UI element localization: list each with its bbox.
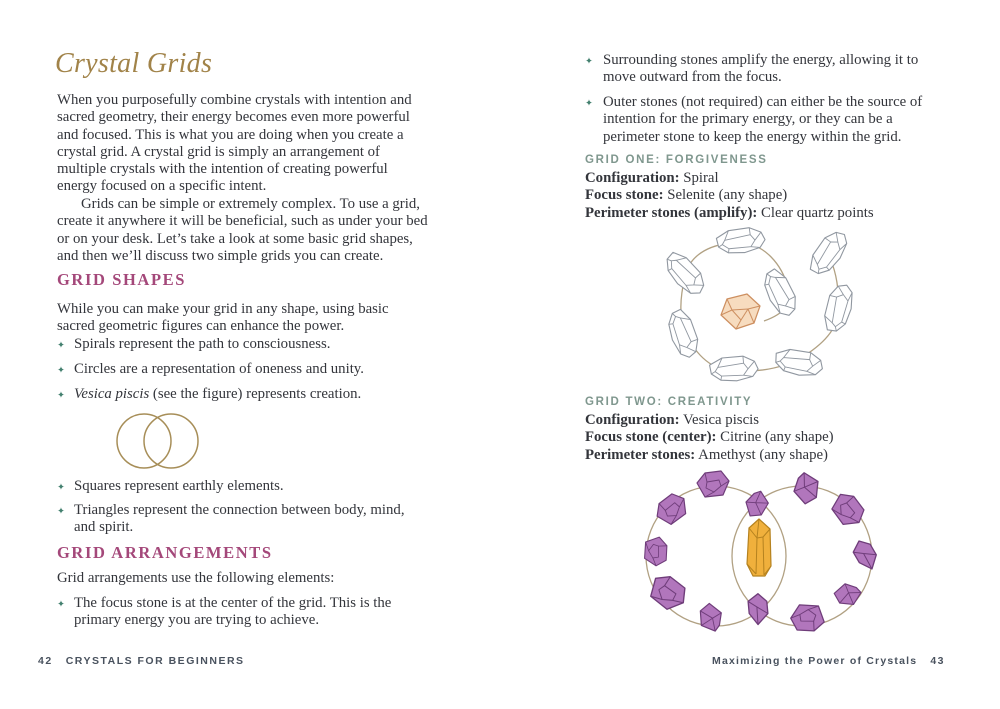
intro-paragraph-1: When you purposefully combine crystals with intention and sacred geometry, their energy becomes even more powerful and focused. This is what you are doing when you create a crystal grid. A crystal grid is simply an arrangement of multiple crystals with the intention of creating powerful energy focused on a specific intent.: [57, 92, 412, 195]
list-item-text: Squares represent earthly elements.: [74, 478, 284, 494]
spec-line: Configuration: Vesica piscis: [585, 412, 760, 428]
list-item-text: Triangles represent the connection between body, mind, and spirit.: [74, 502, 405, 536]
amethyst-stone: [828, 488, 868, 531]
spec-line: Perimeter stones: Amethyst (any shape): [585, 446, 828, 463]
page-number: 42: [38, 655, 53, 667]
star-bullet-icon: ✦: [57, 482, 65, 493]
list-item: [57, 361, 429, 379]
quartz-crystal: [709, 355, 759, 383]
spec-line: Focus stone (center): Citrine (any shape): [585, 429, 834, 446]
quartz-crystal: [822, 282, 857, 334]
star-bullet-icon: ✦: [57, 340, 65, 351]
list-item-text: Spirals represent the path to consciousness.: [74, 336, 331, 352]
right-page-footer: [585, 655, 945, 667]
amethyst-stone: [644, 569, 691, 616]
grid-shapes-intro: While you can make your grid in any shape, using basic sacred geometric figures can enhance the power.: [57, 301, 389, 335]
grid-shapes-heading: GRID SHAPES: [57, 270, 186, 289]
grid-one-heading: GRID ONE: FORGIVENESS: [585, 154, 768, 166]
star-bullet-icon: ✦: [585, 56, 593, 67]
amethyst-stone: [697, 471, 729, 497]
left-page-footer: [38, 655, 245, 667]
page-title: Crystal Grids: [55, 48, 213, 79]
quartz-crystal: [773, 347, 824, 378]
star-bullet-icon: ✦: [57, 390, 65, 401]
grid-two-heading: GRID TWO: CREATIVITY: [585, 396, 753, 408]
chapter-title-footer: Maximizing the Power of Crystals: [712, 655, 918, 667]
grid-one-specs: [585, 170, 874, 222]
list-item: [585, 94, 943, 146]
intro-paragraph-2: Grids can be simple or extremely complex. To use a grid, create it anywhere it will be beneficial, such as under your bed or on your desk. Let’s take a look at some basic grid shapes, and then we’ll discuss two simple grids you can create.: [57, 196, 428, 264]
vesica-piscis-figure: [114, 411, 204, 471]
star-bullet-icon: ✦: [585, 98, 593, 109]
star-bullet-icon: ✦: [57, 599, 65, 610]
quartz-crystal: [664, 307, 703, 360]
list-item-text: Outer stones (not required) can either be the source of intention for the primary energy, or they can be a perimeter stone to keep the energy within the grid.: [603, 94, 923, 145]
list-item-text: Vesica piscis (see the figure) represents creation.: [74, 386, 362, 402]
quartz-crystal: [758, 266, 801, 320]
list-item: [57, 386, 429, 404]
amethyst-stone: [748, 594, 768, 625]
star-bullet-icon: ✦: [57, 506, 65, 517]
list-item: [585, 52, 943, 87]
spec-line: Focus stone: Selenite (any shape): [585, 187, 788, 204]
spec-line: Configuration: Spiral: [585, 170, 719, 186]
grid-two-specs: [585, 412, 834, 464]
grid-arrangements-heading: GRID ARRANGEMENTS: [57, 543, 273, 562]
page-number: 43: [930, 655, 945, 667]
list-item: [57, 478, 429, 496]
citrine-focus-stone: [747, 519, 771, 576]
list-item-text: The focus stone is at the center of the grid. This is the primary energy you are trying to achieve.: [74, 595, 392, 629]
amethyst-stone: [695, 601, 726, 635]
list-item: [57, 595, 429, 630]
list-item: [57, 336, 429, 354]
quartz-crystal: [716, 226, 767, 256]
amethyst-stone: [791, 471, 821, 506]
quartz-crystal: [660, 248, 710, 299]
amethyst-stone: [833, 581, 863, 607]
spec-line: Perimeter stones (amplify): Clear quartz points: [585, 204, 874, 221]
list-item: [57, 502, 429, 537]
grid-arrangements-intro: Grid arrangements use the following elements:: [57, 570, 335, 586]
star-bullet-icon: ✦: [57, 365, 65, 376]
quartz-crystal: [805, 226, 852, 279]
spiral-grid-illustration: [612, 226, 912, 396]
vesica-grid-illustration: [623, 462, 909, 644]
amethyst-stone: [850, 537, 881, 573]
list-item-text: Circles are a representation of oneness and unity.: [74, 361, 364, 377]
selenite-focus-stone: [721, 294, 760, 329]
amethyst-stone: [789, 602, 827, 635]
amethyst-stone: [651, 490, 692, 529]
book-title-footer: CRYSTALS FOR BEGINNERS: [65, 655, 245, 667]
list-item-text: Surrounding stones amplify the energy, allowing it to move outward from the focus.: [603, 52, 919, 86]
